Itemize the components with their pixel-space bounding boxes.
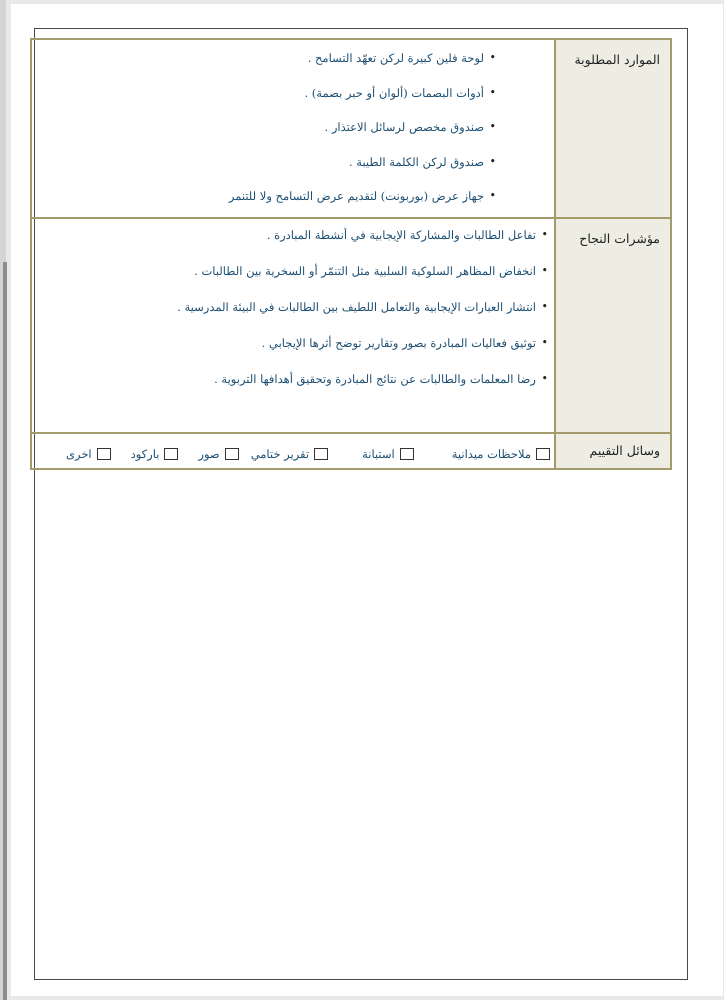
checkbox[interactable] [225, 448, 239, 460]
option-label: ملاحظات ميدانية [451, 447, 531, 461]
option-questionnaire[interactable] [362, 447, 414, 461]
evaluation-label: وسائل التقييم [554, 434, 670, 468]
resources-content [32, 40, 554, 217]
indicator-text: انتشار العبارات الإيجابية والتعامل اللطيف بين الطالبات في البيئة المدرسية . [177, 300, 536, 314]
option-label: تقرير ختامي [250, 447, 310, 461]
evaluation-options [32, 434, 554, 468]
option-photos[interactable] [198, 447, 238, 461]
resource-text: جهاز عرض (بوربونت) لتقديم عرض التسامح ولا للتنمر [228, 189, 484, 203]
checkbox[interactable] [97, 448, 111, 460]
resource-text: صندوق لركن الكلمة الطيبة . [348, 154, 484, 169]
bullet-icon: • [489, 189, 496, 202]
evaluation-row [32, 434, 670, 468]
bullet-icon: • [541, 228, 548, 241]
list-item [44, 50, 496, 85]
checkbox[interactable] [314, 448, 328, 460]
indicators-content [32, 219, 554, 432]
option-label: باركود [130, 447, 160, 461]
list-item [44, 188, 496, 223]
option-barcode[interactable] [131, 447, 179, 461]
bullet-icon: • [489, 154, 496, 168]
bullet-icon: • [541, 300, 548, 313]
bullet-icon: • [541, 264, 548, 277]
list-item [44, 154, 496, 189]
indicators-list [44, 227, 548, 407]
option-label: استبانة [362, 447, 395, 461]
resources-label: الموارد المطلوبة [554, 40, 670, 217]
indicator-text: رضا المعلمات والطالبات عن نتائج المبادرة وتحقيق أهدافها التربوية . [214, 372, 536, 386]
list-item [44, 335, 548, 371]
option-final-report[interactable] [251, 447, 328, 461]
indicator-text: توثيق فعاليات المبادرة بصور وتقارير توضح أثرها الإيجابي . [261, 336, 536, 350]
bullet-icon: • [489, 85, 496, 99]
plan-table [30, 38, 672, 470]
checkbox[interactable] [536, 448, 550, 460]
viewer-scrollbar[interactable] [3, 262, 7, 1000]
list-item [44, 119, 496, 154]
bullet-icon: • [489, 51, 496, 64]
resource-text: صندوق مخصص لرسائل الاعتذار . [324, 120, 484, 134]
resource-text: لوحة فلين كبيرة لركن تعهّد التسامح . [307, 51, 484, 65]
resources-row [32, 40, 670, 219]
bullet-icon: • [541, 336, 548, 349]
option-other[interactable] [66, 447, 111, 461]
indicators-row [32, 219, 670, 434]
list-item [44, 227, 548, 263]
indicators-label: مؤشرات النجاح [554, 219, 670, 432]
checkbox[interactable] [400, 448, 414, 460]
option-label: اخرى [65, 447, 92, 461]
checkbox[interactable] [164, 448, 178, 460]
option-field-notes[interactable] [452, 447, 550, 461]
option-label: صور [198, 447, 220, 461]
resources-list [44, 50, 496, 223]
indicator-text: تفاعل الطالبات والمشاركة الإيجابية في أنشطة المبادرة . [266, 228, 536, 242]
list-item [44, 371, 548, 407]
list-item [44, 299, 548, 335]
bullet-icon: • [541, 372, 548, 385]
list-item [44, 263, 548, 299]
bullet-icon: • [489, 120, 496, 133]
indicator-text: انخفاض المظاهر السلوكية السلبية مثل التنمّر أو السخرية بين الطالبات . [194, 264, 536, 278]
resource-text: أدوات البصمات (ألوان أو حبر بصمة) . [304, 85, 484, 100]
list-item [44, 85, 496, 120]
